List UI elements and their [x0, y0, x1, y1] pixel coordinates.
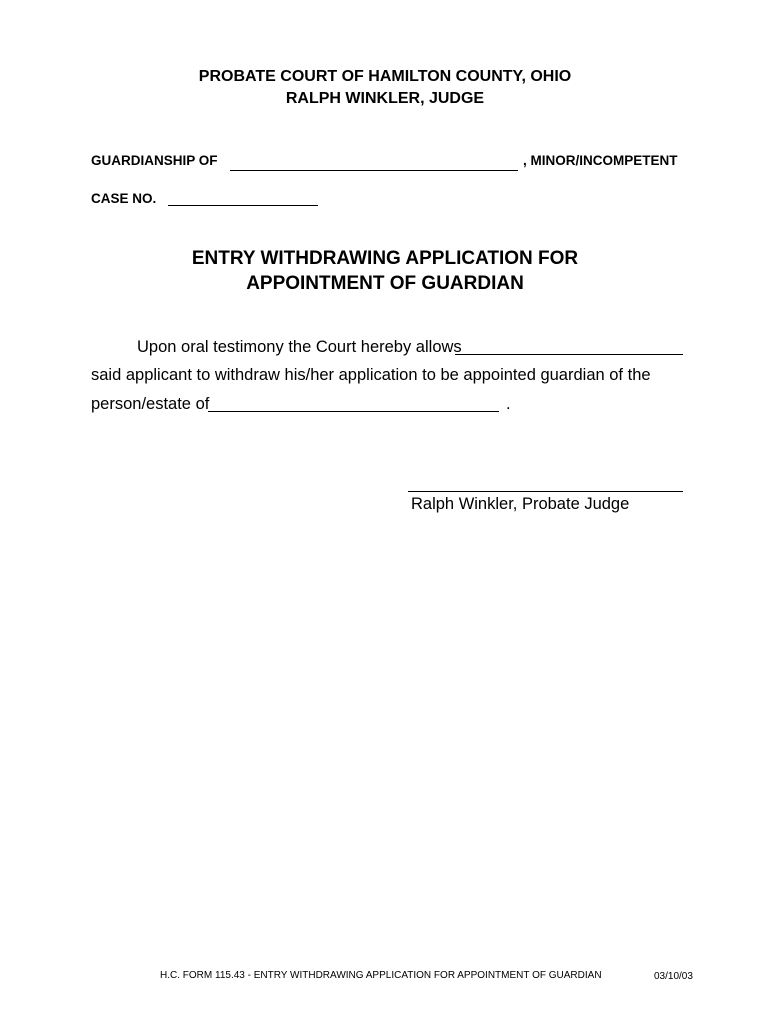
signature-line[interactable]	[408, 491, 683, 492]
body-line3-period: .	[506, 395, 511, 413]
form-footer: H.C. FORM 115.43 - ENTRY WITHDRAWING APPLICATION FOR APPOINTMENT OF GUARDIAN	[160, 970, 602, 981]
applicant-name-line[interactable]	[455, 354, 683, 355]
guardianship-label: GUARDIANSHIP OF	[91, 153, 218, 168]
body-line1: Upon oral testimony the Court hereby allows	[137, 338, 462, 356]
court-name: PROBATE COURT OF HAMILTON COUNTY, OHIO	[198, 68, 572, 85]
document-title-line1: ENTRY WITHDRAWING APPLICATION FOR	[191, 248, 579, 269]
body-line2: said applicant to withdraw his/her application to be appointed guardian of the	[91, 366, 651, 384]
guardianship-name-line[interactable]	[230, 170, 518, 171]
signature-label: Ralph Winkler, Probate Judge	[411, 495, 630, 513]
case-no-label: CASE NO.	[91, 191, 157, 206]
person-estate-line[interactable]	[208, 411, 499, 412]
document-title-line2: APPOINTMENT OF GUARDIAN	[246, 273, 524, 294]
case-no-line[interactable]	[168, 205, 318, 206]
judge-name: RALPH WINKLER, JUDGE	[285, 90, 485, 107]
form-date: 03/10/03	[654, 971, 693, 982]
minor-incompetent-label: , MINOR/INCOMPETENT	[523, 153, 678, 168]
body-line3-prefix: person/estate of	[91, 395, 210, 413]
